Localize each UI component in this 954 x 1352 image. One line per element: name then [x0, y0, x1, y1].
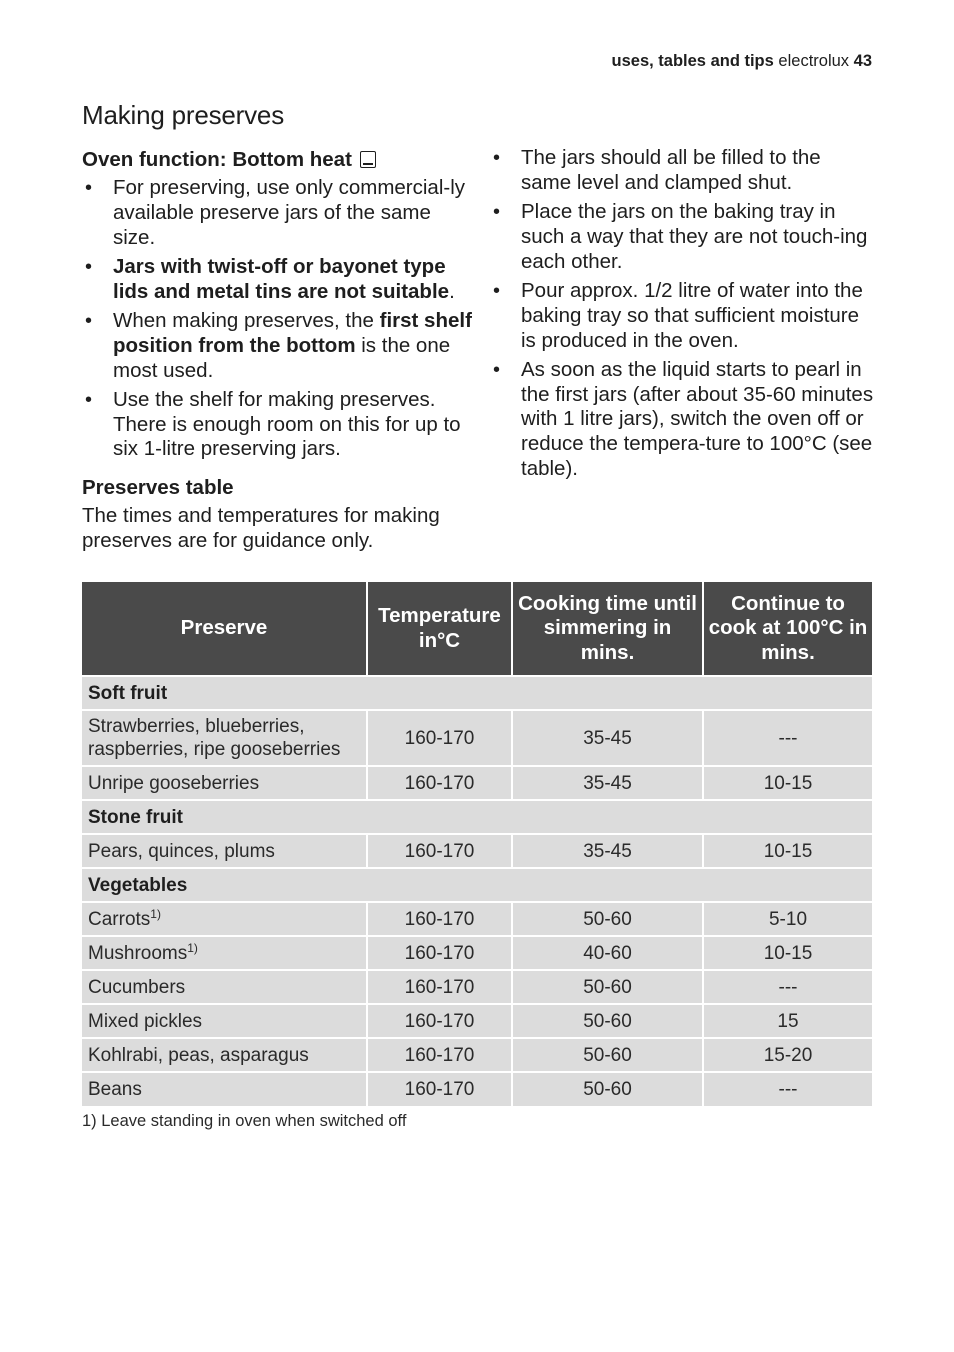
left-column	[82, 146, 472, 554]
table-row	[82, 1038, 872, 1072]
footnote-marker: 1)	[150, 906, 161, 921]
temperature-cell: 160-170	[367, 936, 512, 970]
list-item	[82, 255, 472, 305]
category-label: Vegetables	[82, 868, 872, 902]
temperature-cell: 160-170	[367, 766, 512, 800]
column-header-preserve: Preserve	[82, 582, 367, 676]
oven-function-label: Oven function: Bottom heat	[82, 148, 352, 171]
category-row	[82, 800, 872, 834]
table-row	[82, 1004, 872, 1038]
preserve-cell: Unripe gooseberries	[82, 766, 367, 800]
table-row	[82, 936, 872, 970]
warning-text: Jars with twist-off or bayonet type lids and metal tins are not suitable	[113, 254, 450, 303]
page-number: 43	[853, 52, 872, 70]
preserves-table-heading: Preserves table	[82, 476, 234, 500]
temperature-cell: 160-170	[367, 970, 512, 1004]
continue-cell: 5-10	[703, 902, 872, 936]
preserves-table	[82, 582, 872, 1106]
temperature-cell: 160-170	[367, 1004, 512, 1038]
table-footnote: 1) Leave standing in oven when switched off	[82, 1112, 407, 1130]
temperature-cell: 160-170	[367, 710, 512, 766]
category-row	[82, 868, 872, 902]
column-header-continue: Continue to cook at 100°C in mins.	[703, 582, 872, 676]
continue-cell: ---	[703, 970, 872, 1004]
list-item	[82, 176, 472, 250]
cooking-time-cell: 35-45	[512, 834, 703, 868]
temperature-cell: 160-170	[367, 1038, 512, 1072]
cooking-time-cell: 50-60	[512, 1004, 703, 1038]
continue-cell: ---	[703, 1072, 872, 1106]
list-item: • The jars should all be filled to the same level and clamped shut.	[490, 146, 874, 196]
continue-cell: 10-15	[703, 936, 872, 970]
bullet-text: Use the shelf for making preserves. There is enough room on this for up to six 1-litre preserving jars.	[113, 387, 461, 461]
table-row	[82, 766, 872, 800]
continue-cell: 15	[703, 1004, 872, 1038]
preserve-cell: Beans	[82, 1072, 367, 1106]
cooking-time-cell: 50-60	[512, 902, 703, 936]
preserve-cell: Kohlrabi, peas, asparagus	[82, 1038, 367, 1072]
preserve-cell: Mixed pickles	[82, 1004, 367, 1038]
temperature-cell: 160-170	[367, 1072, 512, 1106]
table-header-row	[82, 582, 872, 676]
continue-cell: ---	[703, 710, 872, 766]
preserve-name: Carrots	[88, 908, 151, 930]
list-item	[82, 309, 472, 383]
table-row	[82, 902, 872, 936]
category-label: Stone fruit	[82, 800, 872, 834]
right-column	[490, 146, 874, 486]
table-intro: The times and temperatures for making preserves are for guidance only.	[82, 504, 440, 553]
bullet-text: .	[449, 279, 455, 303]
column-header-cooking-time: Cooking time until simmering in mins.	[512, 582, 703, 676]
oven-function-heading	[82, 146, 472, 174]
page-header	[612, 52, 872, 71]
preserve-name: Mushrooms	[88, 942, 188, 964]
footnote-marker: 1)	[187, 940, 198, 955]
list-item	[82, 388, 472, 462]
cooking-time-cell: 35-45	[512, 766, 703, 800]
cooking-time-cell: 40-60	[512, 936, 703, 970]
preserve-cell	[82, 936, 367, 970]
temperature-cell: 160-170	[367, 834, 512, 868]
preserve-cell	[82, 902, 367, 936]
bullet-text: is the one most used.	[113, 333, 451, 382]
table-row	[82, 970, 872, 1004]
list-item: • Place the jars on the baking tray in such a way that they are not touch-ing each other.	[490, 200, 874, 274]
continue-cell: 10-15	[703, 834, 872, 868]
cooking-time-cell: 35-45	[512, 710, 703, 766]
preserve-tips-list	[82, 176, 472, 462]
bullet-text: For preserving, use only commercial-ly available preserve jars of the same size.	[113, 176, 466, 249]
cooking-time-cell: 50-60	[512, 1038, 703, 1072]
header-brand: electrolux	[778, 52, 850, 70]
temperature-cell: 160-170	[367, 902, 512, 936]
category-row	[82, 676, 872, 710]
category-label: Soft fruit	[82, 676, 872, 710]
table-row	[82, 1072, 872, 1106]
page-title: Making preserves	[82, 100, 284, 130]
table-row	[82, 834, 872, 868]
cooking-time-cell: 50-60	[512, 970, 703, 1004]
list-item: • As soon as the liquid starts to pearl in the first jars (after about 35-60 minutes with 1 litre jars), switch the oven off or reduce the tempera-ture to 100°C (see table).	[490, 358, 874, 482]
table-row	[82, 710, 872, 766]
column-header-temperature: Temperature in°C	[367, 582, 512, 676]
preserve-cell: Cucumbers	[82, 970, 367, 1004]
bullet-text: When making preserves, the	[113, 308, 380, 332]
preserve-cell: Pears, quinces, plums	[82, 834, 367, 868]
emphasis-text: first shelf position from the bottom	[113, 308, 472, 357]
continue-cell: 10-15	[703, 766, 872, 800]
continue-cell: 15-20	[703, 1038, 872, 1072]
cooking-time-cell: 50-60	[512, 1072, 703, 1106]
header-section: uses, tables and tips	[611, 52, 774, 70]
list-item: • Pour approx. 1/2 litre of water into the baking tray so that sufficient moisture is produced in the oven.	[490, 279, 874, 353]
jar-tips-list	[490, 146, 874, 482]
bottom-heat-icon	[360, 151, 376, 168]
preserve-cell: Strawberries, blueberries, raspberries, ripe gooseberries	[82, 710, 367, 766]
